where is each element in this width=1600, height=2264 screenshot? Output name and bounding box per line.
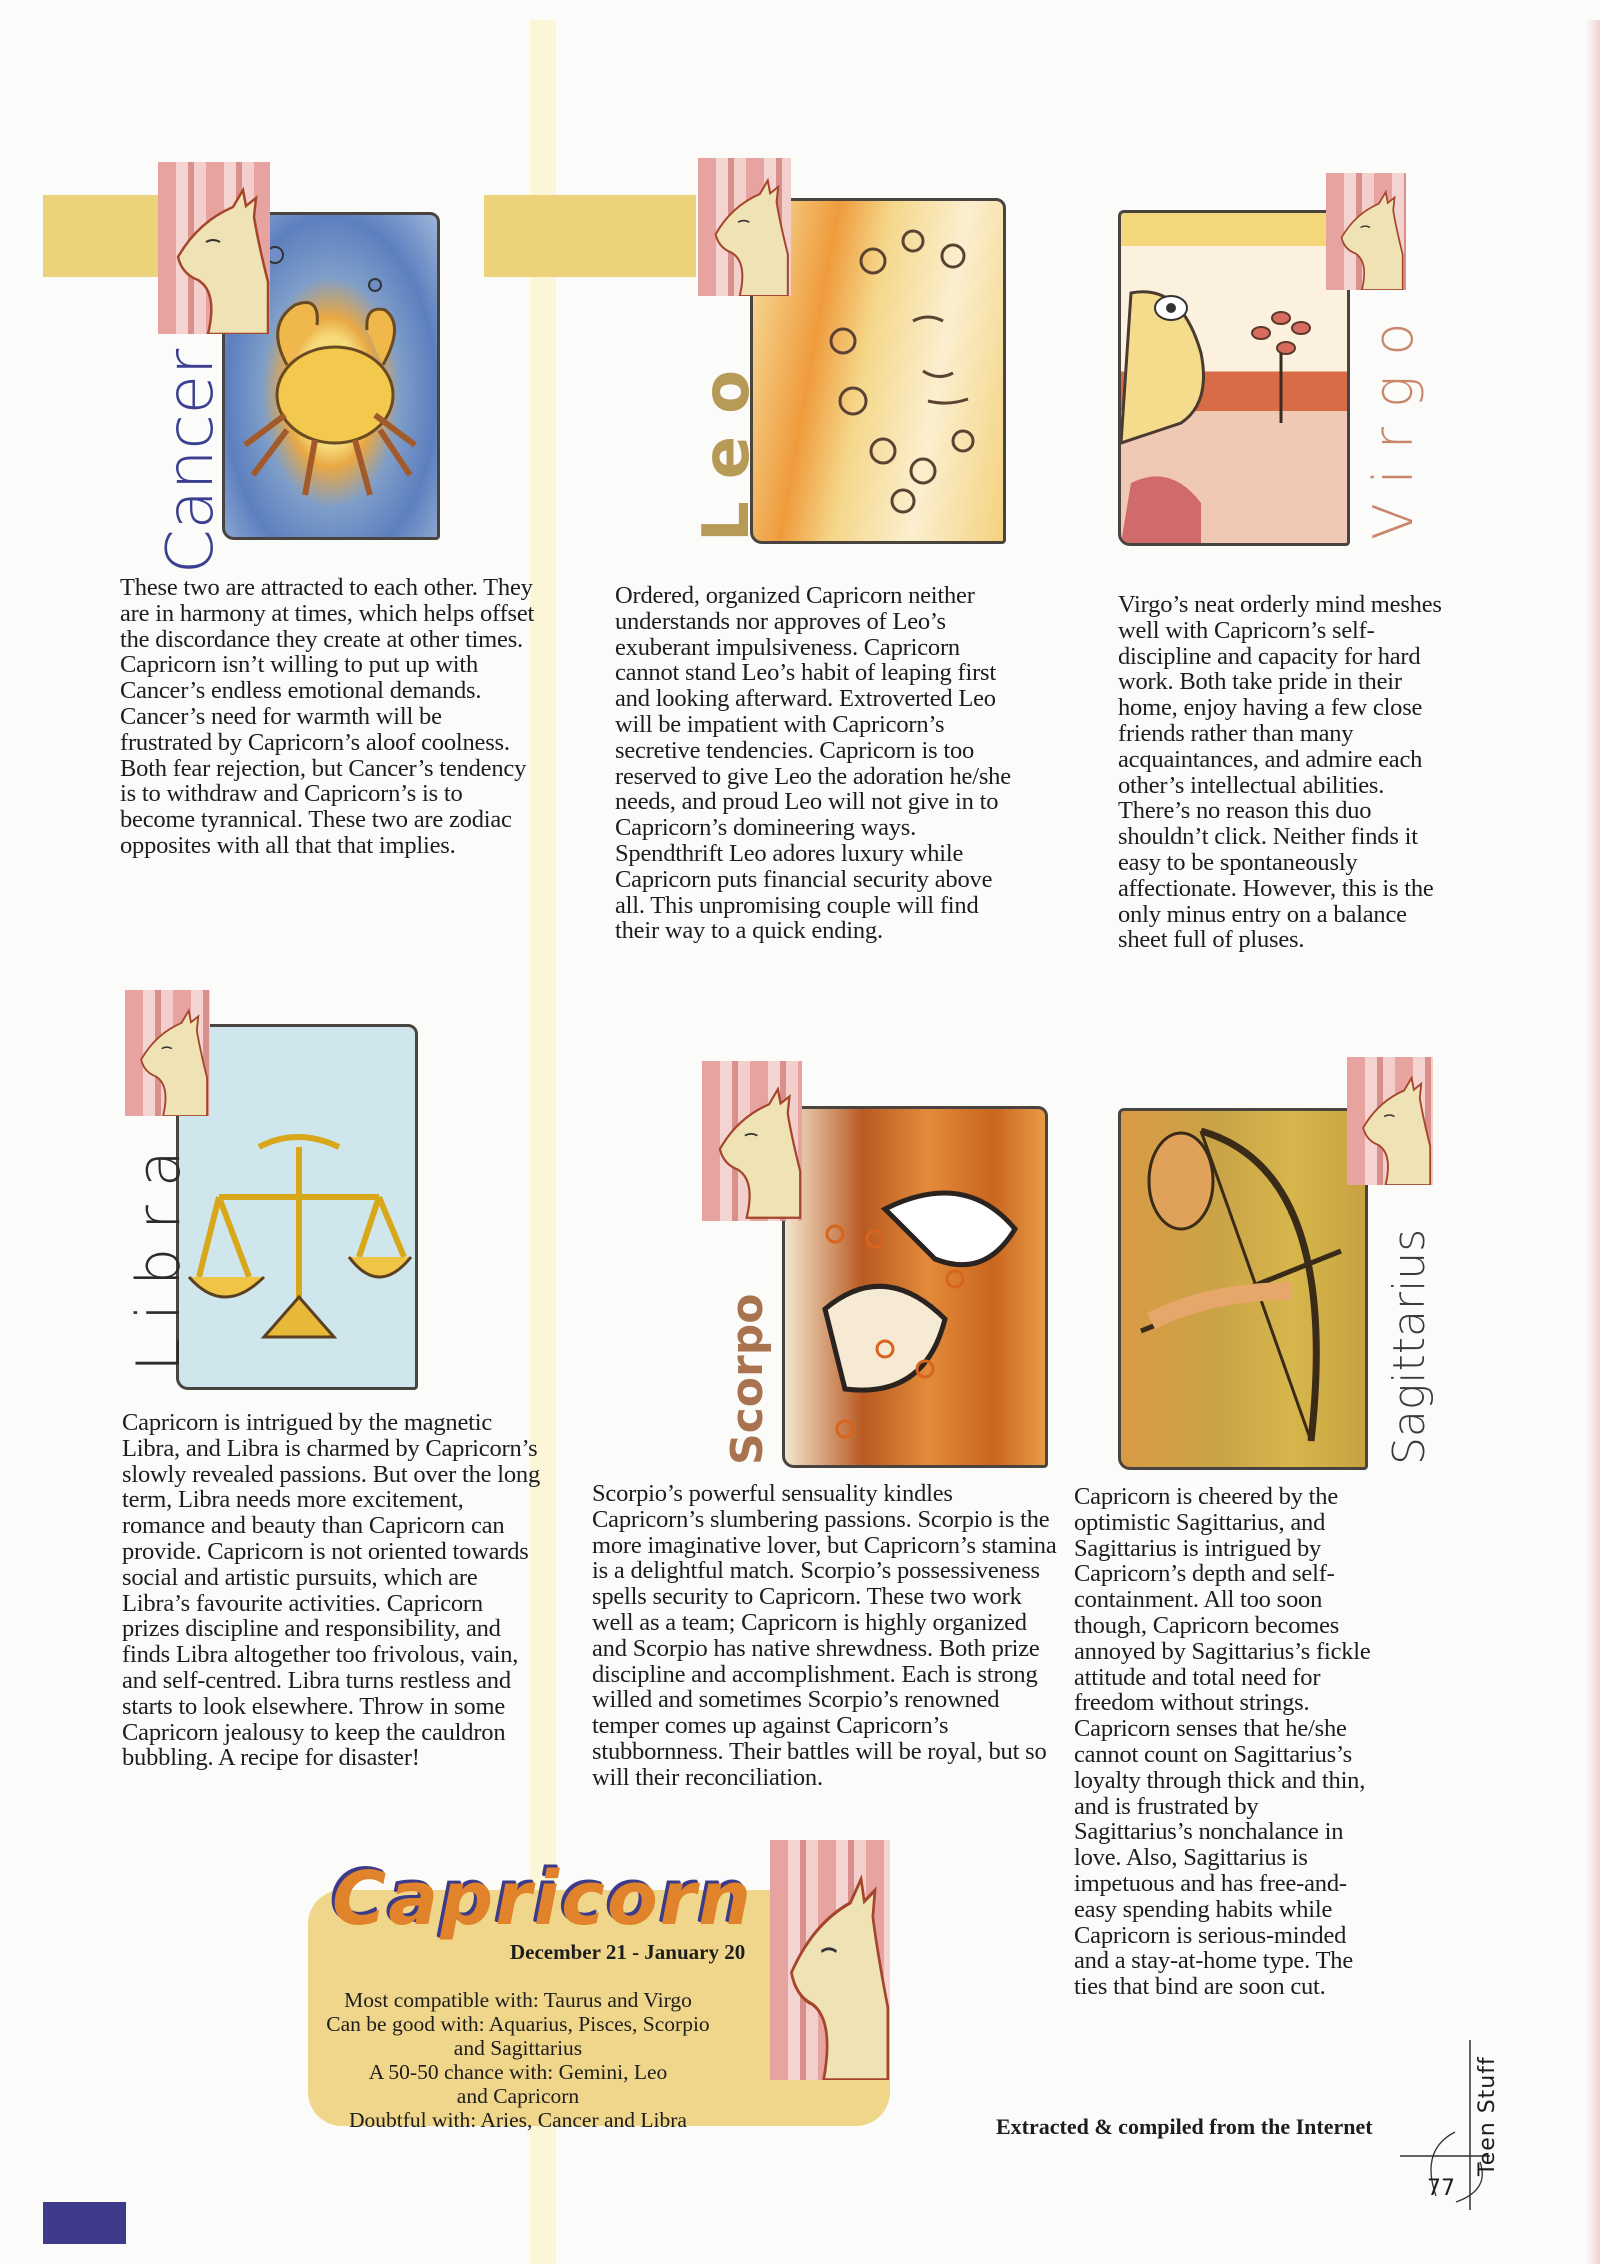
compat-line-good-cont: and Sagittarius xyxy=(453,2036,583,2060)
libra-compatibility-text: Capricorn is intrigued by the magnetic Libra, and Libra is charmed by Capricorn’s slowly revealed passions. But over the long term, Libra needs more excitement, romance and beauty than Capricorn can provide. Capricorn is not oriented towards social and artistic pursuits, which are Libra’s favourite activities. Capricorn prizes discipline and responsibility, and finds Libra altogether too frivolous, vain, and self-centred. Libra turns restless and starts to look elsewhere. Throw in some Capricorn jealousy to keep the cauldron bubbling. A recipe for disaster! xyxy=(122,1409,541,1772)
cancer-compatibility-text: These two are attracted to each other. They are in harmony at times, which helps offset the discordance they create at other times. Capricorn isn’t willing to put up with Cancer’s endless emotional demands. Cancer’s need for warmth will be frustrated by Capricorn’s aloof coolness. Both fear rejection, but Cancer’s tendency is to withdraw and Capricorn’s is to become tyrannical. These two are zodiac opposites with all that that implies. xyxy=(120,574,535,859)
sign-label-scorpio: Scorpo xyxy=(722,1293,773,1465)
blue-corner-tab xyxy=(43,2202,126,2244)
source-credit: Extracted & compiled from the Internet xyxy=(996,2114,1373,2139)
scorpio-compatibility-text: Scorpio’s powerful sensuality kindles Capricorn’s slumbering passions. Scorpio is the more imaginative lover, but Capricorn’s stamina is a delightful match. Scorpio’s possessiveness spells security to Capricorn. These two work well as a team; Capricorn is highly organized and Scorpio has native shrewdness. Both prize discipline and accomplishment. Each is strong willed and sometimes Scorpio’s renowned temper comes up against Capricorn’s stubbornness. Their battles will be royal, but so will their reconciliation. xyxy=(592,1480,1057,1791)
capricorn-goat-portrait xyxy=(770,1840,890,2080)
compat-line-doubtful: Doubtful with: Aries, Cancer and Libra xyxy=(349,2108,687,2132)
scales-icon xyxy=(179,1027,415,1387)
section-label-teen-stuff: Teen Stuff xyxy=(1475,2056,1500,2176)
goat-head-icon xyxy=(125,990,210,1116)
capricorn-goat-vignette xyxy=(1347,1057,1433,1185)
archer-illustration xyxy=(1118,1108,1368,1470)
leo-compatibility-text: Ordered, organized Capricorn neither understands nor approves of Leo’s exuberant impulsiveness. Capricorn cannot stand Leo’s habit of leaping first and looking afterward. Extroverted Leo will be impatient with Capricorn’s secretive tendencies. Capricorn is too reserved to give Leo the adoration he/she needs, and proud Leo will not give in to Capricorn’s domineering ways. Spendthrift Leo adores luxury while Capricorn puts financial security above all. This unpromising couple will find their way to a quick ending. xyxy=(615,582,1011,945)
maiden-icon xyxy=(1121,213,1347,543)
goat-head-icon xyxy=(698,158,791,296)
page-edge xyxy=(1586,20,1600,2264)
maiden-with-flower-illustration xyxy=(1118,210,1350,546)
compat-line-5050-cont: and Capricorn xyxy=(456,2084,580,2108)
scorpion-illustration xyxy=(782,1106,1048,1468)
goat-head-icon xyxy=(702,1061,802,1221)
goat-head-icon xyxy=(1347,1057,1433,1185)
scorpion-icon xyxy=(785,1109,1045,1465)
capricorn-title: Capricorn xyxy=(332,1856,753,1942)
sign-label-libra: Libra xyxy=(124,1132,194,1372)
goat-head-icon xyxy=(770,1840,890,2080)
page-number: 77 xyxy=(1427,2176,1455,2201)
sign-label-cancer: Cancer xyxy=(154,348,228,574)
scales-illustration xyxy=(176,1024,418,1390)
capricorn-goat-vignette xyxy=(1326,173,1406,290)
capricorn-goat-vignette xyxy=(702,1061,802,1221)
compat-line-good: Can be good with: Aquarius, Pisces, Scorpio xyxy=(326,2012,710,2036)
archer-icon xyxy=(1121,1111,1365,1467)
goat-head-icon xyxy=(1326,173,1406,290)
capricorn-compatibility-list xyxy=(308,1988,728,2132)
yellow-band-center xyxy=(484,195,696,277)
capricorn-goat-vignette xyxy=(158,162,270,334)
capricorn-goat-vignette xyxy=(698,158,791,296)
sign-label-sagittarius: Sagittarius xyxy=(1384,1228,1435,1465)
capricorn-goat-vignette xyxy=(125,990,210,1116)
compat-line-5050: A 50-50 chance with: Gemini, Leo xyxy=(368,2060,668,2084)
capricorn-dates: December 21 - January 20 xyxy=(510,1940,746,1964)
virgo-compatibility-text: Virgo’s neat orderly mind meshes well with Capricorn’s self-discipline and capacity for hard work. Both take pride in their home, enjoy having a few close friends rather than many acquaintances, and admire each other’s intellectual abilities. There’s no reason this duo shouldn’t click. Neither finds it easy to be spontaneously affectionate. However, this is the only minus entry on a balance sheet full of pluses. xyxy=(1118,591,1442,954)
goat-head-icon xyxy=(158,162,270,334)
sign-label-leo: Leo xyxy=(690,347,764,542)
sign-label-virgo: Virgo xyxy=(1362,302,1425,540)
compat-line-most: Most compatible with: Taurus and Virgo xyxy=(344,1988,692,2012)
sagittarius-compatibility-text: Capricorn is cheered by the optimistic Sagittarius, and Sagittarius is intrigued by Capricorn’s depth and self-containment. All too soon though, Capricorn becomes annoyed by Sagittarius’s fickle attitude and total need for freedom without strings. Capricorn senses that he/she cannot count on Sagittarius’s loyalty through thick and thin, and is frustrated by Sagittarius’s nonchalance in love. Also, Sagittarius is impetuous and has free-and-easy spending habits while Capricorn is serious-minded and a stay-at-home type. The ties that bind are soon cut. xyxy=(1074,1483,1371,2001)
